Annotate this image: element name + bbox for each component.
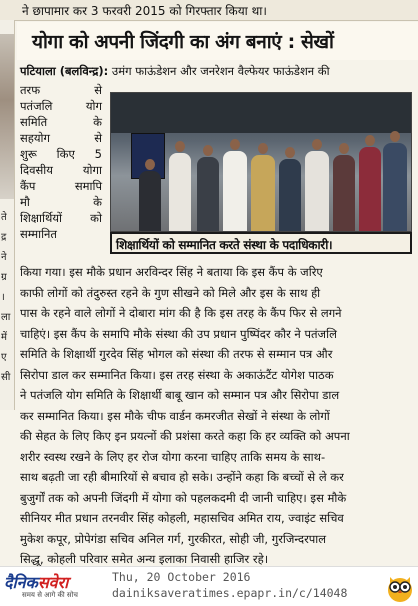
narrow-line: दिवसीय योगा (20, 163, 102, 177)
body-line: शरीर स्वस्थ रखने के लिए हर रोज योगा करना चाहिए ताकि समय के साथ- (20, 449, 326, 464)
photo-person (197, 157, 219, 231)
photo-caption: शिक्षार्थियों को सम्मानित करते संस्था के पदाधिकारी। (116, 238, 333, 252)
narrow-line: शुरू किए 5 (20, 147, 102, 161)
photo-person-head (258, 143, 268, 154)
photo-person-head (230, 139, 240, 150)
body-line: की सेहत के लिए किए इन प्रयत्नों की प्रशंसा करते कहा कि हर व्यक्ति को अपना (20, 429, 350, 443)
body-line: बुजुर्गों तक को अपनी जिंदगी में योगा को पहलकदमी दी जानी चाहिए। इस मौके (20, 490, 347, 505)
photo-person-head (339, 143, 349, 154)
photo-person (251, 155, 275, 231)
byline-text: उमंग फाऊंडेशन और जनरेशन वैल्फेयर फाऊंडेशन की (108, 64, 330, 78)
edge-char: ग्र (1, 272, 7, 283)
previous-article-text: ने छापामार कर 3 फरवरी 2015 को गिरफ्तार किया था। (22, 4, 267, 18)
photo-background-wall (111, 93, 411, 133)
byline-place: पटियाला (बलविन्द्र): (20, 64, 109, 78)
edge-char: द्र (1, 232, 7, 243)
edge-char: ए (1, 352, 7, 363)
body-line: साथ बढ़ती जा रही बीमारियों से बचाव हो सके। उन्होंने कहा कि बच्चों से ले कर (20, 470, 344, 484)
photo-person (139, 171, 161, 231)
narrow-line: मौ के (20, 195, 102, 209)
edition-date: Thu, 20 October 2016 (112, 570, 251, 584)
edge-char: ला (1, 312, 11, 323)
adjacent-column-edge (0, 20, 15, 410)
edge-char: में (1, 332, 7, 343)
photo-person (223, 151, 247, 231)
photo-person-head (145, 159, 155, 170)
photo-caption-box (110, 232, 412, 254)
photo-person-head (390, 131, 400, 142)
photo-person (279, 159, 301, 231)
logo-wordmark (4, 571, 68, 593)
previous-article-strip (0, 0, 418, 21)
body-line: कर सम्मानित किया। इस मौके चीफ वार्डन कमरजीत सेखों ने संस्था के लोगों (20, 408, 330, 423)
edge-char: सी (1, 372, 11, 383)
headline-box (17, 22, 418, 60)
body-line: समिति के शिक्षार्थी गुरदेव सिंह भोगल को संस्था की तरफ से सम्मान पत्र और (20, 347, 333, 361)
body-line: ने पतंजलि योग समिति के शिक्षार्थी बाबू खान को सम्मान पत्र और सिरोपा डाल (20, 388, 340, 402)
owl-mascot-icon (386, 571, 414, 603)
narrow-line: पतंजलि योग (20, 99, 102, 113)
body-line: पास के रहने वाले लोगों ने दोबारा मांग की है कि इस तरह के कैंप फिर से लगने (20, 306, 342, 320)
body-line: सिरोपा डाल कर सम्मानित किया। इस तरह संस्था के अकाऊंटैंट योगेश पाठक (20, 367, 334, 382)
narrow-line: शिक्षार्थियों को (20, 211, 102, 225)
narrow-line: कैंप समापि (20, 179, 102, 193)
body-line: मुकेश कपूर, प्रोपेगंडा सचिव अनिल गर्ग, गुरकीरत, सोही जी, गुरजिन्दरपाल (20, 531, 327, 546)
body-line: किया गया। इस मौके प्रधान अरविन्दर सिंह ने बताया कि इस कैंप के जरिए (20, 265, 323, 279)
narrow-column (20, 82, 102, 242)
body-line: चाहिएं। इस कैंप के समापि मौके संस्था की उप प्रधान पुष्पिंदर कौर ने पतंजलि (20, 326, 337, 341)
body-line: सीनियर मीत प्रधान तरनवीर सिंह कोहली, महासचिव अमित राय, ज्वाइंट सचिव (20, 511, 344, 525)
photo-person-head (175, 141, 185, 152)
logo-tagline: समय से आगे की सोच (22, 591, 78, 599)
photo-person (305, 151, 329, 231)
adjacent-column-chars (1, 208, 13, 388)
photo-person-head (285, 147, 295, 158)
article-body (20, 262, 410, 570)
adjacent-photo-fragment (0, 34, 14, 199)
logo-main-text: दैनिक (4, 573, 38, 592)
byline (20, 64, 330, 79)
narrow-line: तरफ से (20, 83, 102, 97)
epaper-link[interactable]: dainiksaveratimes.epapr.in/c/14048 (112, 586, 348, 600)
photo-person-head (365, 135, 375, 146)
edge-char: ते (1, 212, 7, 223)
narrow-line: सम्मानित (20, 227, 57, 241)
narrow-line: सहयोग से (20, 131, 102, 145)
edge-char: ने (1, 252, 7, 263)
photo-person-head (203, 145, 213, 156)
edge-char: । (1, 292, 5, 303)
epaper-footer (0, 566, 418, 606)
body-line: काफी लोगों को तंदुरुस्त रहने के गुण सीखने को मिले और इस के साथ ही (20, 285, 321, 300)
narrow-line: समिति के (20, 115, 102, 129)
photo-person-head (312, 139, 322, 150)
photo-person (333, 155, 355, 231)
body-line: सिद्धू, कोहली परिवार समेत अन्य इलाका निवासी हाजिर रहे। (20, 552, 269, 566)
news-photo (110, 92, 412, 232)
photo-person (383, 143, 407, 231)
photo-person (359, 147, 381, 231)
headline: योगा को अपनी जिंदगी का अंग बनाएं : सेखों (32, 31, 334, 53)
logo-accent-text: सवेरा (37, 573, 69, 592)
photo-person (169, 153, 191, 231)
newspaper-logo[interactable] (4, 571, 104, 603)
